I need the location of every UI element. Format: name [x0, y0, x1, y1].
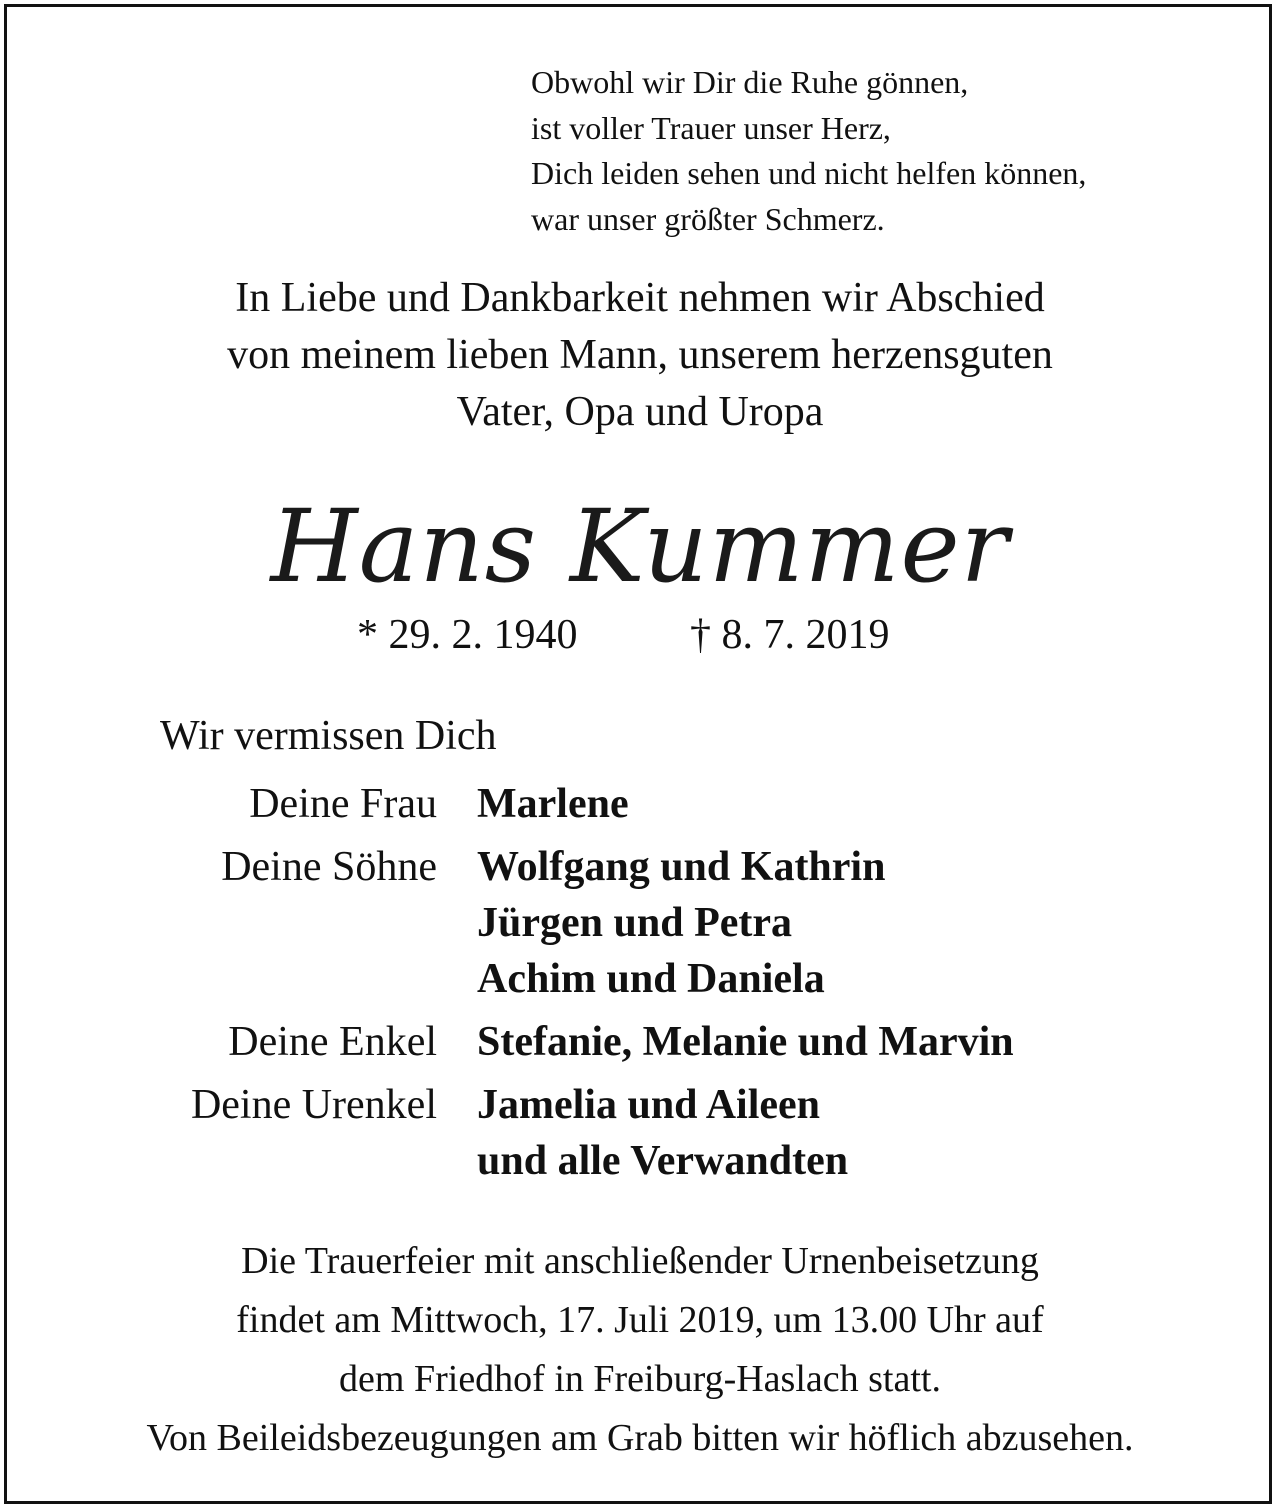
family-row — [0, 776, 1280, 832]
deceased-name: Hans Kummer — [270, 488, 1010, 605]
poem-line: ist voller Trauer unser Herz, — [531, 109, 891, 146]
family-name: und alle Verwandten — [477, 1138, 849, 1184]
family-relation-label: Deine Frau — [249, 781, 437, 827]
family-relation-label: Deine Enkel — [228, 1019, 437, 1065]
family-name: Marlene — [477, 781, 629, 827]
birth-date: * 29. 2. 1940 — [357, 612, 578, 658]
miss-line: Wir vermissen Dich — [160, 713, 497, 759]
family-name: Stefanie, Melanie und Marvin — [477, 1019, 1014, 1065]
death-date: † 8. 7. 2019 — [690, 612, 890, 658]
service-line: findet am Mittwoch, 17. Juli 2019, um 13.00 Uhr auf — [236, 1299, 1044, 1341]
service-line: Die Trauerfeier mit anschließender Urnenbeisetzung — [241, 1240, 1039, 1282]
intro-line: von meinem lieben Mann, unserem herzensguten — [227, 332, 1053, 378]
family-names — [477, 839, 885, 1007]
family-names — [477, 1077, 848, 1189]
family-row — [0, 1014, 1280, 1070]
family-names — [477, 776, 629, 832]
service-line: Von Beileidsbezeugungen am Grab bitten wir höflich abzusehen. — [146, 1417, 1134, 1459]
family-row — [0, 839, 1280, 1007]
family-list — [0, 776, 1280, 1189]
family-name: Wolfgang und Kathrin — [477, 844, 886, 890]
poem-line: Obwohl wir Dir die Ruhe gönnen, — [531, 64, 969, 100]
family-relation-label: Deine Söhne — [221, 844, 437, 890]
intro-line: In Liebe und Dankbarkeit nehmen wir Abschied — [235, 275, 1045, 321]
family-name: Jamelia und Aileen — [477, 1082, 821, 1128]
intro-line: Vater, Opa und Uropa — [456, 389, 824, 435]
family-name: Achim und Daniela — [477, 956, 825, 1002]
intro-text — [0, 270, 1280, 441]
poem-line: Dich leiden sehen und nicht helfen können, — [531, 155, 1087, 191]
family-names — [477, 1014, 1014, 1070]
poem-line: war unser größter Schmerz. — [531, 200, 885, 237]
family-relation-label: Deine Urenkel — [190, 1082, 437, 1128]
service-info — [0, 1232, 1280, 1468]
service-line: dem Friedhof in Freiburg-Haslach statt. — [339, 1358, 941, 1400]
family-name: Jürgen und Petra — [477, 900, 792, 946]
family-row — [0, 1077, 1280, 1189]
poem — [531, 60, 1086, 242]
